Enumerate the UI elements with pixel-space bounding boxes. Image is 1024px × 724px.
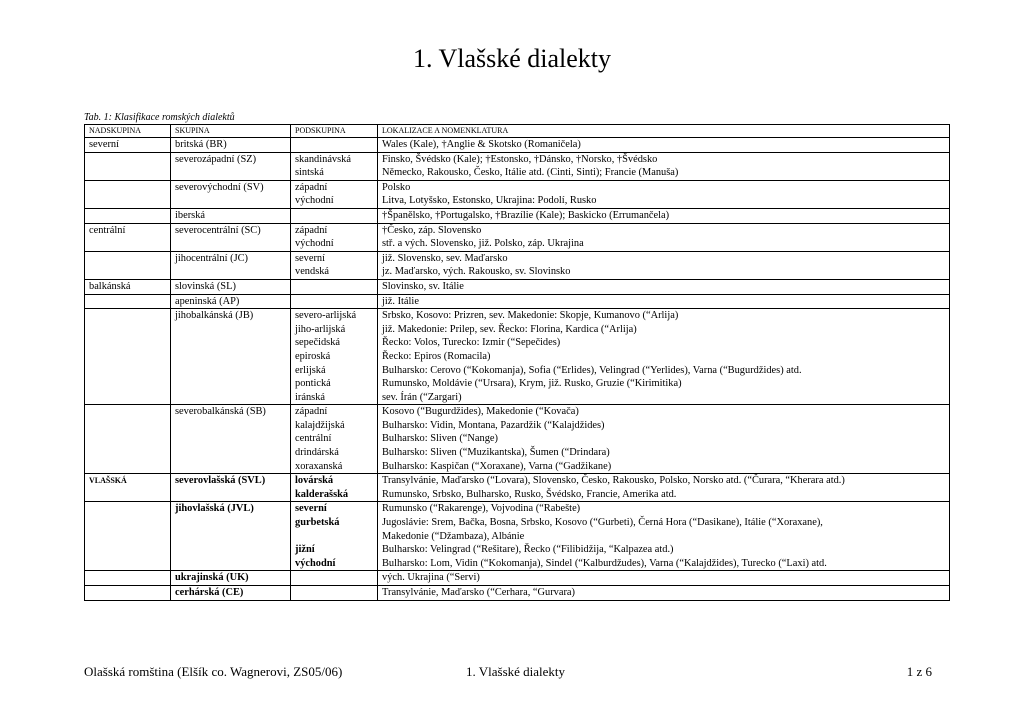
podskupina-line: severo-arlijská bbox=[295, 310, 357, 322]
podskupina-line: pontická bbox=[295, 378, 331, 390]
skupina-cell bbox=[171, 208, 291, 223]
nadskupina-label: centrální bbox=[89, 224, 126, 236]
lokalizace-line: Kosovo (“Bugurdžides), Makedonie (“Kovača) bbox=[382, 406, 579, 418]
nadskupina-cell bbox=[85, 138, 171, 153]
table-header-row bbox=[85, 125, 950, 138]
podskupina-line: východní bbox=[295, 557, 336, 569]
lokalizace-cell bbox=[378, 309, 950, 405]
lokalizace-cell bbox=[378, 138, 950, 153]
lokalizace-line: Transylvánie, Maďarsko (“Cerhara, “Gurvara) bbox=[382, 587, 576, 598]
podskupina-line: iránská bbox=[295, 391, 326, 403]
podskupina-cell bbox=[291, 152, 378, 180]
nadskupina-cell bbox=[85, 223, 171, 251]
podskupina-cell bbox=[291, 474, 378, 502]
skupina-line: ukrajinská (UK) bbox=[175, 572, 249, 584]
lokalizace-cell bbox=[378, 586, 950, 601]
lokalizace-cell bbox=[378, 474, 950, 502]
podskupina-cell bbox=[291, 586, 378, 601]
nadskupina-cell bbox=[85, 474, 171, 502]
lokalizace-line: Řecko: Volos, Turecko: Izmir (“Sepečides) bbox=[382, 337, 561, 349]
lokalizace-line: vých. Ukrajina (“Servi) bbox=[382, 572, 480, 584]
header-podskupina: PODSKUPINA bbox=[291, 125, 378, 138]
lokalizace-line: Transylvánie, Maďarsko (“Lovara), Slovensko, Česko, Rakousko, Polsko, Norsko atd. (“Čurara, “Kherara atd.) bbox=[382, 475, 845, 487]
nadskupina-cell bbox=[85, 294, 171, 309]
lokalizace-line: Litva, Lotyšsko, Estonsko, Ukrajina: Podolí, Rusko bbox=[382, 195, 597, 207]
skupina-cell bbox=[171, 294, 291, 309]
lokalizace-line: Srbsko, Kosovo: Prizren, sev. Makedonie: Skopje, Kumanovo (“Arlija) bbox=[382, 310, 679, 322]
table-row bbox=[85, 571, 950, 586]
table-row bbox=[85, 138, 950, 153]
podskupina-line bbox=[295, 530, 373, 544]
lokalizace-line: Rumunsko, Srbsko, Bulharsko, Rusko, Švédsko, Francie, Amerika atd. bbox=[382, 488, 677, 500]
table-row bbox=[85, 152, 950, 180]
podskupina-line: jiho-arlijská bbox=[295, 323, 346, 335]
skupina-cell bbox=[171, 279, 291, 294]
lokalizace-line: sev. Írán (“Zargari) bbox=[382, 391, 462, 403]
lokalizace-line: Bulharsko: Vidin, Montana, Pazardžik (“Kalajdžides) bbox=[382, 419, 605, 431]
skupina-line: severozápadní (SZ) bbox=[175, 153, 257, 165]
lokalizace-line: Wales (Kale), †Anglie & Skotsko (Romaničela) bbox=[382, 139, 581, 150]
table-caption: Tab. 1: Klasifikace romských dialektů bbox=[84, 112, 235, 123]
podskupina-cell bbox=[291, 294, 378, 309]
skupina-cell bbox=[171, 474, 291, 502]
skupina-cell bbox=[171, 571, 291, 586]
table-row bbox=[85, 405, 950, 474]
podskupina-line: skandinávská bbox=[295, 153, 351, 165]
podskupina-line: vendská bbox=[295, 266, 330, 278]
header-lokalizace: LOKALIZACE A NOMENKLATURA bbox=[378, 125, 950, 138]
podskupina-line bbox=[295, 280, 373, 294]
nadskupina-cell bbox=[85, 208, 171, 223]
lokalizace-line: †Španělsko, †Portugalsko, †Brazílie (Kale); Baskicko (Errumančela) bbox=[382, 209, 670, 221]
podskupina-line: severní bbox=[295, 252, 326, 264]
podskupina-line: xoraxanská bbox=[295, 460, 343, 472]
footer-page-number: 1 z 6 bbox=[906, 664, 932, 679]
lokalizace-line: Rumunsko, Moldávie (“Ursara), Krym, již. Rusko, Gruzie (“Kirimitika) bbox=[382, 378, 682, 390]
skupina-line: britská (BR) bbox=[175, 139, 227, 150]
lokalizace-line: stř. a vých. Slovensko, již. Polsko, záp. Ukrajina bbox=[382, 238, 584, 250]
header-nadskupina: NADSKUPINA bbox=[85, 125, 171, 138]
skupina-line: jihobalkánská (JB) bbox=[175, 310, 254, 322]
page-title: 1. Vlašské dialekty bbox=[412, 44, 612, 73]
podskupina-line: centrální bbox=[295, 433, 332, 445]
skupina-line: severovýchodní (SV) bbox=[175, 181, 264, 193]
nadskupina-cell bbox=[85, 251, 171, 279]
podskupina-line: lovárská bbox=[295, 475, 334, 487]
nadskupina-cell bbox=[85, 586, 171, 601]
lokalizace-line: již. Makedonie: Prilep, sev. Řecko: Florina, Kardica (“Arlija) bbox=[382, 323, 637, 335]
lokalizace-cell bbox=[378, 405, 950, 474]
skupina-cell bbox=[171, 586, 291, 601]
skupina-line: severocentrální (SC) bbox=[175, 224, 261, 236]
table-row bbox=[85, 180, 950, 208]
lokalizace-cell bbox=[378, 279, 950, 294]
dialect-table bbox=[84, 124, 950, 601]
footer-course: Olašská romština (Elšík co. Wagnerovi, ZS05/06) bbox=[84, 664, 343, 679]
lokalizace-line: Řecko: Epiros (Romacila) bbox=[382, 350, 491, 362]
podskupina-line: drindárská bbox=[295, 447, 339, 459]
podskupina-cell bbox=[291, 405, 378, 474]
lokalizace-line: †Česko, záp. Slovensko bbox=[382, 224, 482, 236]
lokalizace-line: Bulharsko: Sliven (“Muzikantska), Šumen (“Drindara) bbox=[382, 447, 610, 459]
skupina-line: severovlašská (SVL) bbox=[175, 475, 266, 487]
table-row bbox=[85, 474, 950, 502]
skupina-line: apeninská (AP) bbox=[175, 295, 240, 307]
lokalizace-cell bbox=[378, 152, 950, 180]
lokalizace-line: Bulharsko: Sliven (“Nange) bbox=[382, 433, 499, 445]
lokalizace-cell bbox=[378, 571, 950, 586]
lokalizace-line: Slovinsko, sv. Itálie bbox=[382, 280, 464, 292]
lokalizace-line: Bulharsko: Cerovo (“Kokomanja), Sofia (“Erlides), Velingrad (“Yerlides), Varna (“Bugurdžides) atd. bbox=[382, 364, 802, 376]
podskupina-cell bbox=[291, 251, 378, 279]
podskupina-line bbox=[295, 209, 373, 223]
skupina-cell bbox=[171, 309, 291, 405]
nadskupina-cell bbox=[85, 152, 171, 180]
podskupina-cell bbox=[291, 309, 378, 405]
podskupina-line: sepečidská bbox=[295, 337, 341, 349]
nadskupina-label: VLAŠSKÁ bbox=[89, 476, 127, 486]
table-row bbox=[85, 309, 950, 405]
lokalizace-line: Jugoslávie: Srem, Bačka, Bosna, Srbsko, Kosovo (“Gurbeti), Černá Hora (“Dasikane), Itálie (“Xoraxane), bbox=[382, 517, 823, 529]
lokalizace-cell bbox=[378, 251, 950, 279]
skupina-cell bbox=[171, 152, 291, 180]
skupina-cell bbox=[171, 251, 291, 279]
podskupina-line bbox=[295, 295, 373, 309]
skupina-line: slovinská (SL) bbox=[175, 280, 236, 292]
podskupina-cell bbox=[291, 502, 378, 571]
nadskupina-cell bbox=[85, 180, 171, 208]
lokalizace-cell bbox=[378, 180, 950, 208]
nadskupina-cell bbox=[85, 279, 171, 294]
nadskupina-cell bbox=[85, 502, 171, 571]
lokalizace-cell bbox=[378, 223, 950, 251]
table-row bbox=[85, 586, 950, 601]
table-row bbox=[85, 294, 950, 309]
podskupina-line: erlijská bbox=[295, 364, 326, 376]
skupina-cell bbox=[171, 180, 291, 208]
lokalizace-line: Bulharsko: Velingrad (“Rešitare), Řecko (“Filibidžija, “Kalpazea atd.) bbox=[382, 544, 674, 556]
podskupina-line bbox=[295, 586, 373, 600]
podskupina-cell bbox=[291, 223, 378, 251]
skupina-cell bbox=[171, 502, 291, 571]
table-row bbox=[85, 251, 950, 279]
lokalizace-line: Bulharsko: Lom, Vidin (“Kokomanja), Sindel (“Kalburdžudes), Varna (“Kalajdžides), Turecko (“Laxi) atd. bbox=[382, 557, 827, 569]
podskupina-cell bbox=[291, 208, 378, 223]
podskupina-cell bbox=[291, 571, 378, 586]
table-row bbox=[85, 279, 950, 294]
podskupina-line: východní bbox=[295, 195, 334, 207]
lokalizace-line: Makedonie (“Džambaza), Albánie bbox=[382, 530, 525, 542]
podskupina-line: kalderašská bbox=[295, 488, 349, 500]
lokalizace-line: Bulharsko: Kaspičan (“Xoraxane), Varna (“Gadžikane) bbox=[382, 460, 612, 472]
podskupina-cell bbox=[291, 279, 378, 294]
footer-chapter: 1. Vlašské dialekty bbox=[466, 664, 566, 679]
nadskupina-cell bbox=[85, 405, 171, 474]
podskupina-line: gurbetská bbox=[295, 517, 340, 529]
podskupina-line bbox=[295, 138, 373, 152]
nadskupina-cell bbox=[85, 571, 171, 586]
lokalizace-cell bbox=[378, 502, 950, 571]
lokalizace-line: již. Slovensko, sev. Maďarsko bbox=[382, 252, 508, 264]
lokalizace-line: již. Itálie bbox=[382, 295, 419, 307]
nadskupina-cell bbox=[85, 309, 171, 405]
podskupina-line bbox=[295, 571, 373, 585]
lokalizace-line: Polsko bbox=[382, 181, 411, 193]
podskupina-line: severní bbox=[295, 503, 327, 515]
podskupina-line: sintská bbox=[295, 167, 324, 179]
table-row bbox=[85, 502, 950, 571]
podskupina-line: epiroská bbox=[295, 350, 331, 362]
nadskupina-label: severní bbox=[89, 139, 120, 150]
skupina-cell bbox=[171, 405, 291, 474]
podskupina-cell bbox=[291, 138, 378, 153]
podskupina-line: západní bbox=[295, 406, 328, 418]
podskupina-line: východní bbox=[295, 238, 334, 250]
podskupina-cell bbox=[291, 180, 378, 208]
lokalizace-cell bbox=[378, 208, 950, 223]
table-row bbox=[85, 208, 950, 223]
skupina-line: jihocentrální (JC) bbox=[175, 252, 249, 264]
podskupina-line: kalajdžijská bbox=[295, 419, 345, 431]
skupina-line: severobalkánská (SB) bbox=[175, 406, 266, 418]
lokalizace-line: Rumunsko (“Rakarenge), Vojvodina (“Rabešte) bbox=[382, 503, 581, 515]
skupina-cell bbox=[171, 138, 291, 153]
podskupina-line: západní bbox=[295, 224, 328, 236]
lokalizace-cell bbox=[378, 294, 950, 309]
lokalizace-line: Finsko, Švédsko (Kale); †Estonsko, †Dánsko, †Norsko, †Švédsko bbox=[382, 153, 658, 165]
nadskupina-label: balkánská bbox=[89, 280, 131, 292]
table-row bbox=[85, 223, 950, 251]
podskupina-line: západní bbox=[295, 181, 328, 193]
skupina-cell bbox=[171, 223, 291, 251]
skupina-line: cerhárská (CE) bbox=[175, 587, 244, 598]
skupina-line: iberská bbox=[175, 209, 206, 221]
header-skupina: SKUPINA bbox=[171, 125, 291, 138]
lokalizace-line: Německo, Rakousko, Česko, Itálie atd. (Cinti, Sinti); Francie (Manuša) bbox=[382, 167, 679, 179]
podskupina-line: jižní bbox=[295, 544, 315, 556]
lokalizace-line: jz. Maďarsko, vých. Rakousko, sv. Slovinsko bbox=[382, 266, 571, 278]
skupina-line: jihovlašská (JVL) bbox=[175, 503, 254, 515]
